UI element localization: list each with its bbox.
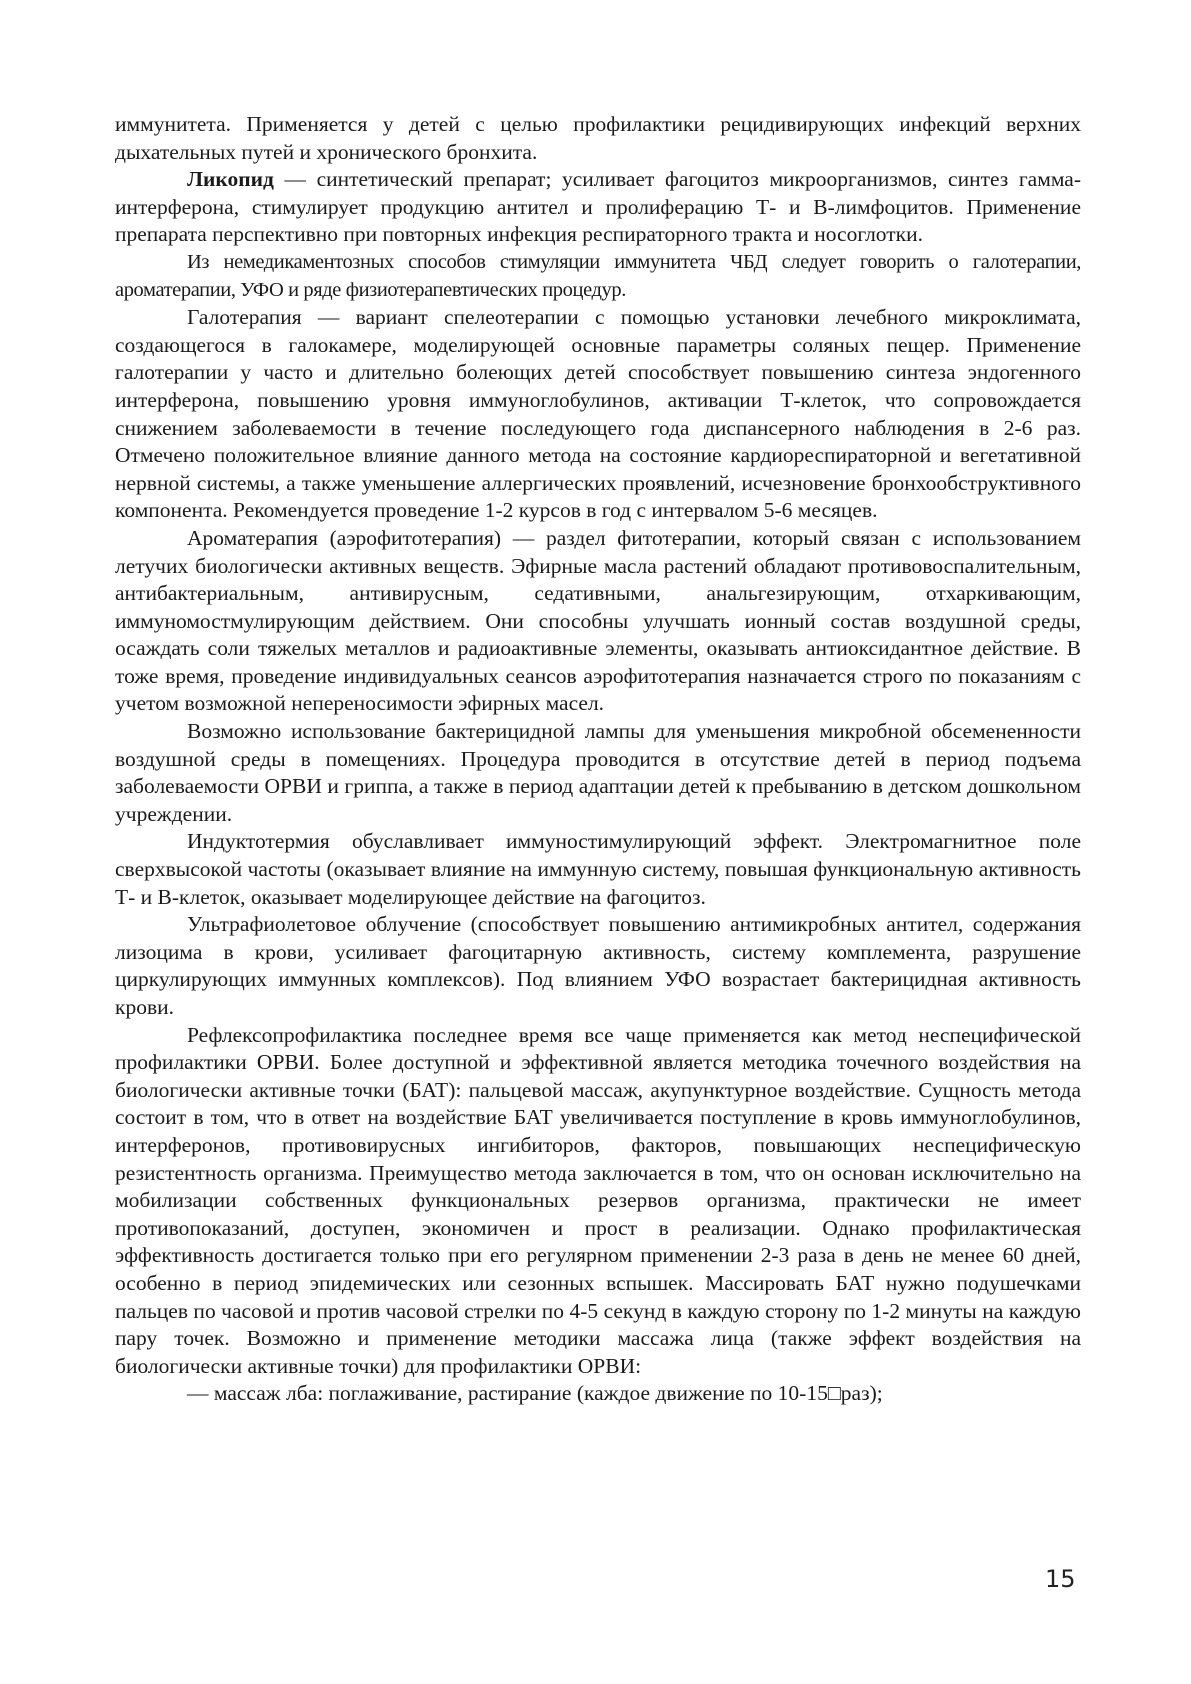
paragraph-text: — синтетический препарат; усиливает фагоцитоз микроорганизмов, синтез гамма-интерферона, стимулирует продукцию антител и пролиферацию Т- и В-лимфоцитов. Применение препарата перспективно при повторных инфекция респираторного тракта и носоглотки. [115, 167, 1081, 247]
paragraph: Галотерапия — вариант спелеотерапии с помощью установки лечебного микроклимата, создающегося в галокамере, моделирующей основные параметры соляных пещер. Применение галотерапии у часто и длительно болеющих детей способствует повышению синтеза эндогенного интерферона, повышению уровня иммуноглобулинов, активации Т-клеток, что сопровождается снижением заболеваемости в течение последующего года диспансерного наблюдения в 2-6 раз. Отмечено положительное влияние данного метода на состояние кардиореспираторной и вегетативной нервной системы, а также уменьшение аллергических проявлений, исчезновение бронхообструктивного компонента. Рекомендуется проведение 1-2 курсов в год с интервалом 5-6 месяцев. [115, 305, 1081, 523]
paragraph: Индуктотермия обуславливает иммуностимулирующий эффект. Электромагнитное поле сверхвысокой частоты (оказывает влияние на иммунную систему, повышая функциональную активность Т- и В-клеток, оказывает моделирующее действие на фагоцитоз. [115, 829, 1081, 909]
paragraph [115, 166, 1081, 249]
paragraph: Возможно использование бактерицидной лампы для уменьшения микробной обсемененности воздушной среды в помещениях. Процедура проводится в отсутствие детей в период подъема заболеваемости ОРВИ и гриппа, а также в период адаптации детей к пребыванию в детском дошкольном учреждении. [115, 719, 1081, 826]
paragraph: Ультрафиолетовое облучение (способствует повышению антимикробных антител, содержания лизоцима в крови, усиливает фагоцитарную активность, систему комплемента, разрушение циркулирующих иммунных комплексов). Под влиянием УФО возрастает бактерицидная активность крови. [115, 912, 1081, 1019]
page-number: 15 [1045, 1565, 1076, 1593]
paragraph: Рефлексопрофилактика последнее время все чаще применяется как метод неспецифической профилактики ОРВИ. Более доступной и эффективной является методика точечного воздействия на биологически активные точки (БАТ): пальцевой массаж, акупунктурное воздействие. Сущность метода состоит в том, что в ответ на воздействие БАТ увеличивается поступление в кровь иммуноглобулинов, интерферонов, противовирусных ингибиторов, факторов, повышающих неспецифическую резистентность организма. Преимущество метода заключается в том, что он основан исключительно на мобилизации собственных функциональных резервов организма, практически не имеет противопоказаний, доступен, экономичен и прост в реализации. Однако профилактическая эффективность достигается только при его регулярном применении 2-3 раза в день не менее 60 дней, особенно в период эпидемических или сезонных вспышек. Массировать БАТ нужно подушечками пальцев по часовой и против часовой стрелки по 4-5 секунд в каждую сторону по 1-2 минуты на каждую пару точек. Возможно и применение методики массажа лица (также эффект воздействия на биологически активные точки) для профилактики ОРВИ: [115, 1022, 1081, 1378]
document-body [115, 111, 1081, 1408]
paragraph: иммунитета. Применяется у детей с целью профилактики рецидивирующих инфекций верхних дыхательных путей и хронического бронхита. [115, 112, 1081, 164]
paragraph: Из немедикаментозных способов стимуляции иммунитета ЧБД следует говорить о галотерапии, ароматерапии, УФО и ряде физиотерапевтических процедур. [115, 250, 1081, 301]
term-likopid: Ликопид [187, 167, 274, 192]
paragraph: Ароматерапия (аэрофитотерапия) — раздел фитотерапии, который связан с использованием летучих биологически активных веществ. Эфирные масла растений обладают противовоспалительным, антибактериальным, антивирусным, седативными, анальгезирующим, отхаркивающим, иммуномостмулирующим действием. Они способны улучшать ионный состав воздушной среды, осаждать соли тяжелых металлов и радиоактивные элементы, оказывать антиоксидантное действие. В тоже время, проведение индивидуальных сеансов аэрофитотерапия назначается строго по показаниям с учетом возможной непереносимости эфирных масел. [115, 525, 1081, 716]
paragraph: — массаж лба: поглаживание, растирание (каждое движение по 10-15□раз); [187, 1381, 883, 1406]
